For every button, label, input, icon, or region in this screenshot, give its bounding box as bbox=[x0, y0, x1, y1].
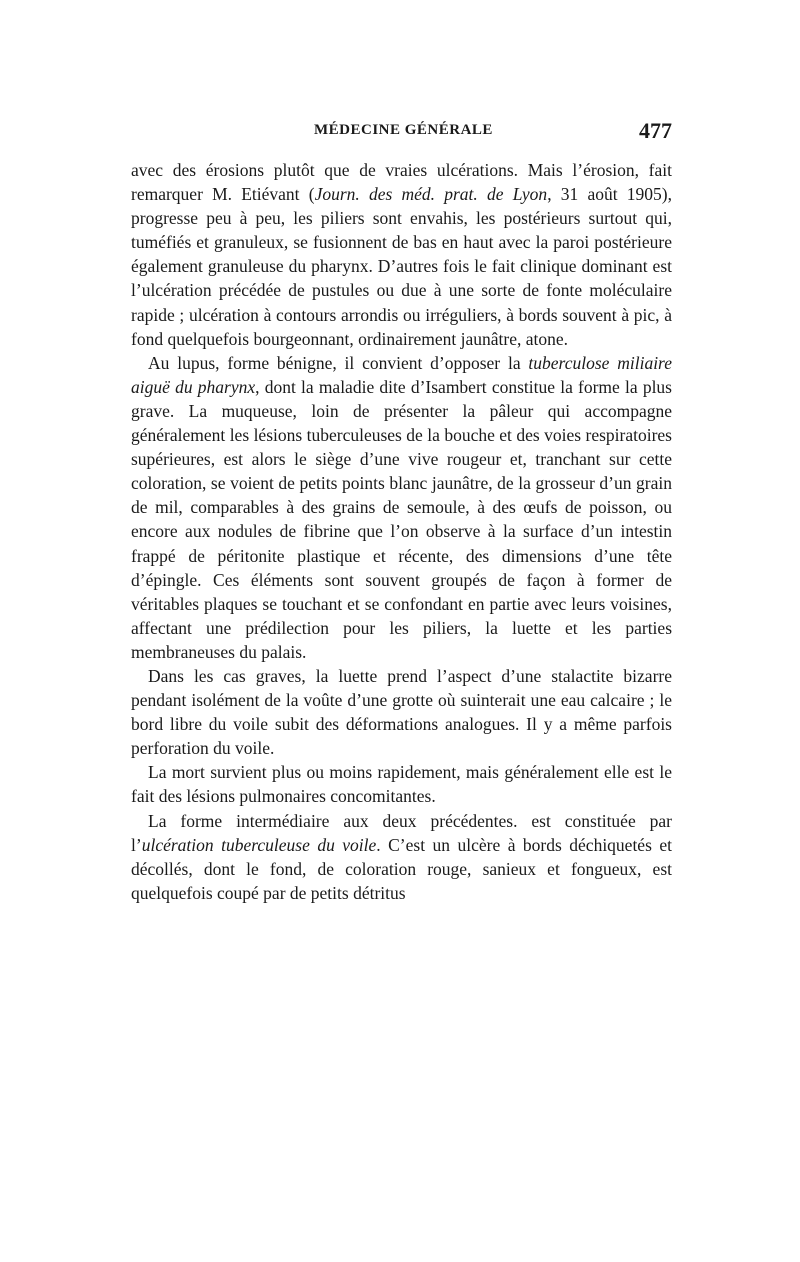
paragraph-2 bbox=[131, 351, 672, 664]
text-run: Dans les cas graves, la luette prend l’aspect d’une stalactite bizarre pendant isolément de la voûte d’une grotte où suinterait une eau calcaire ; le bord libre du voile subit des déformations analogues. Il y a même parfois perforation du voile. bbox=[131, 665, 672, 759]
page-header bbox=[131, 118, 672, 144]
text-run: . C’est un ulcère à bords déchiquetés et décollés, dont le fond, de coloration rouge, sanieux et fongueux, est quelquefois coupé par de petits détritus bbox=[131, 834, 672, 903]
text-run: , dont la maladie dite d’Isambert constitue la forme la plus grave. La muqueuse, loin de présenter la pâleur qui accompagne généralement les lésions tuberculeuses de la bouche et des voies respiratoires supérieures, est alors le siège d’une vive rougeur et, tranchant sur cette coloration, se voient de petits points blanc jaunâtre, de la grosseur d’un grain de mil, comparables à des grains de semoule, à des œufs de poisson, ou encore aux nodules de fibrine que l’on observe à la surface d’un intestin frappé de péritonite plastique et récente, des dimensions d’une tête d’épingle. Ces éléments sont souvent groupés de façon à former de véritables plaques se touchant et se confondant en partie avec leurs voisines, affectant une prédilection pour les piliers, la luette et les parties membraneuses du palais. bbox=[131, 376, 672, 662]
text-run: , 31 août 1905), progresse peu à peu, les piliers sont envahis, les postérieurs surtout qui, tuméfiés et granuleux, se fusionnent de bas en haut avec la paroi postérieure également granuleuse du pharynx. D’autres fois le fait clinique dominant est l’ulcération précédée de pustules ou due à une sorte de fonte moléculaire rapide ; ulcération à contours arrondis ou irréguliers, à bords souvent à pic, à fond quelquefois bourgeonnant, ordinairement jaunâtre, atone. bbox=[131, 184, 672, 349]
paragraph-3 bbox=[131, 664, 672, 760]
paragraph-5 bbox=[131, 809, 672, 905]
italic-term: ulcération tuberculeuse du voile bbox=[141, 834, 377, 855]
page-number: 477 bbox=[639, 118, 672, 143]
paragraph-4 bbox=[131, 760, 672, 808]
paragraph-1 bbox=[131, 158, 672, 351]
italic-term: tuberculose miliaire aiguë du pharynx bbox=[131, 352, 672, 397]
text-run: La forme intermédiaire aux deux précédentes. est constituée par l’ bbox=[131, 810, 672, 855]
journal-citation: Journ. des méd. prat. de Lyon bbox=[314, 184, 548, 205]
text-run: avec des érosions plutôt que de vraies ulcérations. Mais l’érosion, fait remarquer M. Etiévant ( bbox=[131, 160, 672, 205]
text-run: Au lupus, forme bénigne, il convient d’opposer la bbox=[148, 352, 529, 373]
text-run: La mort survient plus ou moins rapidement, mais généralement elle est le fait des lésions pulmonaires concomitantes. bbox=[131, 762, 672, 807]
running-title: MÉDECINE GÉNÉRALE bbox=[314, 122, 493, 138]
body-text bbox=[131, 158, 672, 905]
